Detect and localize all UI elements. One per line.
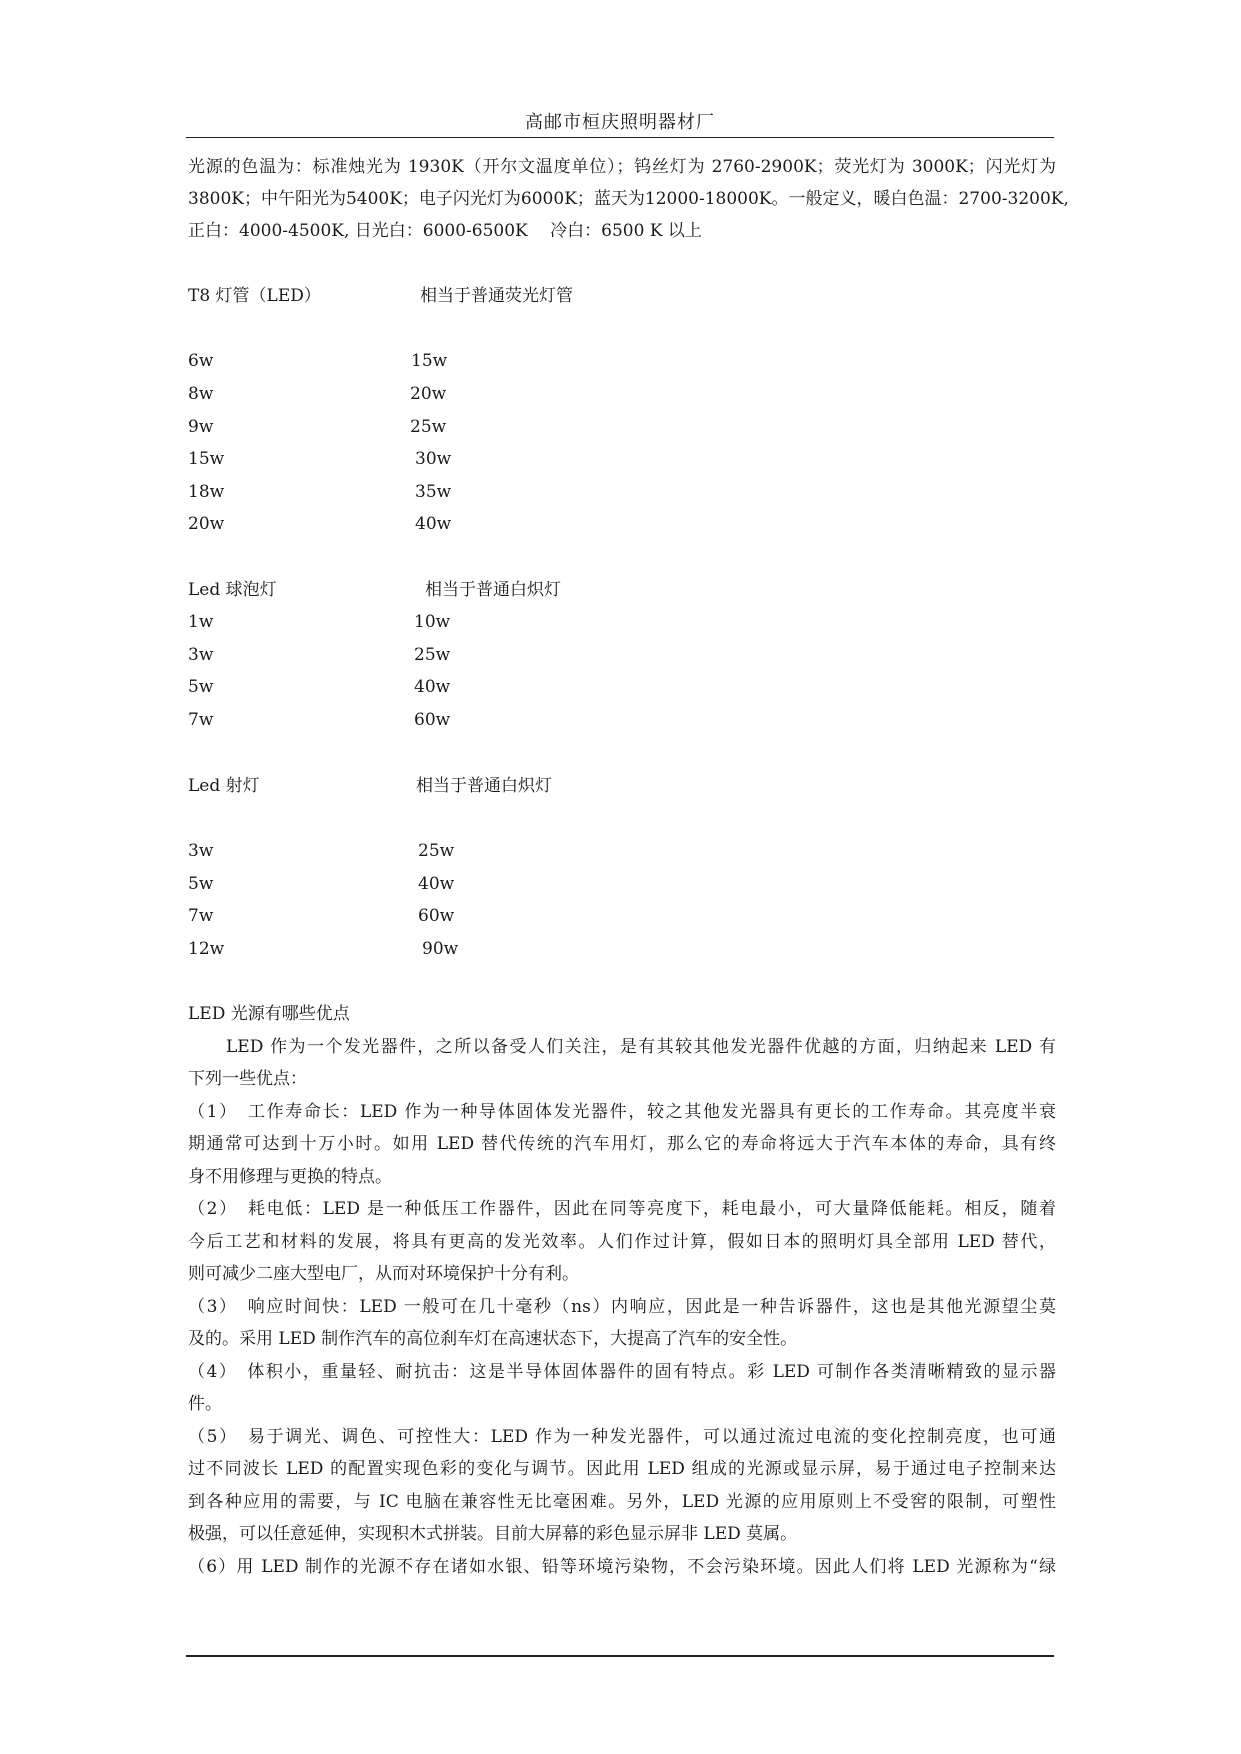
- table-cell-left: 12w: [188, 939, 225, 959]
- table-cell-left: 3w: [188, 645, 214, 665]
- table-cell-right: 20w: [410, 384, 447, 404]
- table-right-header: 相当于普通白炽灯: [425, 580, 561, 600]
- table-right-header: 相当于普通白炽灯: [416, 776, 552, 796]
- body-line: 到各种应用的需要，与 IC 电脑在兼容性无比毫困难。另外，LED 光源的应用原则上不受窖的限制，可塑性: [188, 1492, 1056, 1512]
- table-right-header: 相当于普通荧光灯管: [420, 286, 573, 306]
- page-header: 高邮市桓庆照明器材厂: [525, 112, 715, 133]
- header-rule: [186, 137, 1054, 138]
- table-cell-right: 40w: [418, 874, 455, 894]
- table-left-header: T8 灯管（LED）: [188, 286, 321, 306]
- table-cell-right: 15w: [411, 351, 448, 371]
- table-cell-right: 30w: [415, 449, 452, 469]
- body-line: （3） 响应时间快：LED 一般可在几十毫秒（ns）内响应，因此是一种告诉器件，这也是其他光源望尘莫: [188, 1297, 1056, 1317]
- table-cell-right: 35w: [415, 482, 452, 502]
- body-line: （1） 工作寿命长：LED 作为一种导体固体发光器件，较之其他发光器具有更长的工作寿命。其亮度半衰: [188, 1102, 1056, 1122]
- body-line: 过不同波长 LED 的配置实现色彩的变化与调节。因此用 LED 组成的光源或显示屏，易于通过电子控制来达: [188, 1459, 1056, 1479]
- body-line: （2） 耗电低：LED 是一种低压工作器件，因此在同等亮度下，耗电最小，可大量降低能耗。相反，随着: [188, 1199, 1056, 1219]
- body-line: （5） 易于调光、调色、可控性大：LED 作为一种发光器件，可以通过流过电流的变化控制亮度，也可通: [188, 1427, 1056, 1447]
- table-cell-left: 5w: [188, 677, 214, 697]
- table-cell-left: 3w: [188, 841, 214, 861]
- body-line: 身不用修理与更换的特点。: [188, 1167, 392, 1187]
- table-cell-left: 15w: [188, 449, 225, 469]
- table-cell-right: 40w: [414, 677, 451, 697]
- table-left-header: Led 射灯: [188, 776, 260, 796]
- table-cell-right: 40w: [415, 514, 452, 534]
- table-cell-right: 25w: [418, 841, 455, 861]
- body-line: 期通常可达到十万小时。如用 LED 替代传统的汽车用灯，那么它的寿命将远大于汽车本体的寿命，具有终: [188, 1134, 1056, 1154]
- table-cell-right: 90w: [422, 939, 459, 959]
- body-line: 件。: [188, 1394, 222, 1414]
- body-line: LED 作为一个发光器件，之所以备受人们关注，是有其较其他发光器件优越的方面，归纳起来 LED 有: [226, 1037, 1056, 1057]
- table-cell-left: 7w: [188, 710, 214, 730]
- body-line: 今后工艺和材料的发展，将具有更高的发光效率。人们作过计算，假如日本的照明灯具全部用 LED 替代，: [188, 1232, 1056, 1252]
- table-cell-left: 9w: [188, 417, 214, 437]
- table-left-header: Led 球泡灯: [188, 580, 277, 600]
- intro-line: 正白：4000-4500K, 日光白：6000-6500K 冷白：6500 K 以上: [188, 221, 702, 241]
- table-cell-left: 1w: [188, 612, 214, 632]
- table-cell-left: 7w: [188, 906, 214, 926]
- section-heading: LED 光源有哪些优点: [188, 1004, 350, 1024]
- body-line: 则可减少二座大型电厂，从而对环境保护十分有利。: [188, 1264, 579, 1284]
- table-cell-right: 60w: [418, 906, 455, 926]
- table-cell-left: 18w: [188, 482, 225, 502]
- body-line: 下列一些优点：: [188, 1069, 307, 1089]
- body-line: 及的。采用 LED 制作汽车的高位刹车灯在高速状态下，大提高了汽车的安全性。: [188, 1329, 798, 1349]
- body-line: 极强，可以任意延伸，实现积木式拼装。目前大屏幕的彩色显示屏非 LED 莫属。: [188, 1524, 798, 1544]
- body-line: （6）用 LED 制作的光源不存在诸如水银、铅等环境污染物，不会污染环境。因此人们将 LED 光源称为“绿: [188, 1557, 1056, 1577]
- intro-line: 光源的色温为：标准烛光为 1930K（开尔文温度单位）；钨丝灯为 2760-2900K；荧光灯为 3000K；闪光灯为: [188, 157, 1056, 177]
- table-cell-right: 25w: [410, 417, 447, 437]
- body-line: （4） 体积小，重量轻、耐抗击：这是半导体固体器件的固有特点。彩 LED 可制作各类清晰精致的显示器: [188, 1362, 1056, 1382]
- table-cell-left: 5w: [188, 874, 214, 894]
- footer-rule: [186, 1655, 1054, 1657]
- table-cell-left: 8w: [188, 384, 214, 404]
- table-cell-left: 6w: [188, 351, 214, 371]
- table-cell-right: 10w: [414, 612, 451, 632]
- intro-line: 3800K；中午阳光为5400K；电子闪光灯为6000K；蓝天为12000-18000K。一般定义，暖白色温：2700-3200K,: [188, 189, 1069, 209]
- table-cell-left: 20w: [188, 514, 225, 534]
- table-cell-right: 25w: [414, 645, 451, 665]
- table-cell-right: 60w: [414, 710, 451, 730]
